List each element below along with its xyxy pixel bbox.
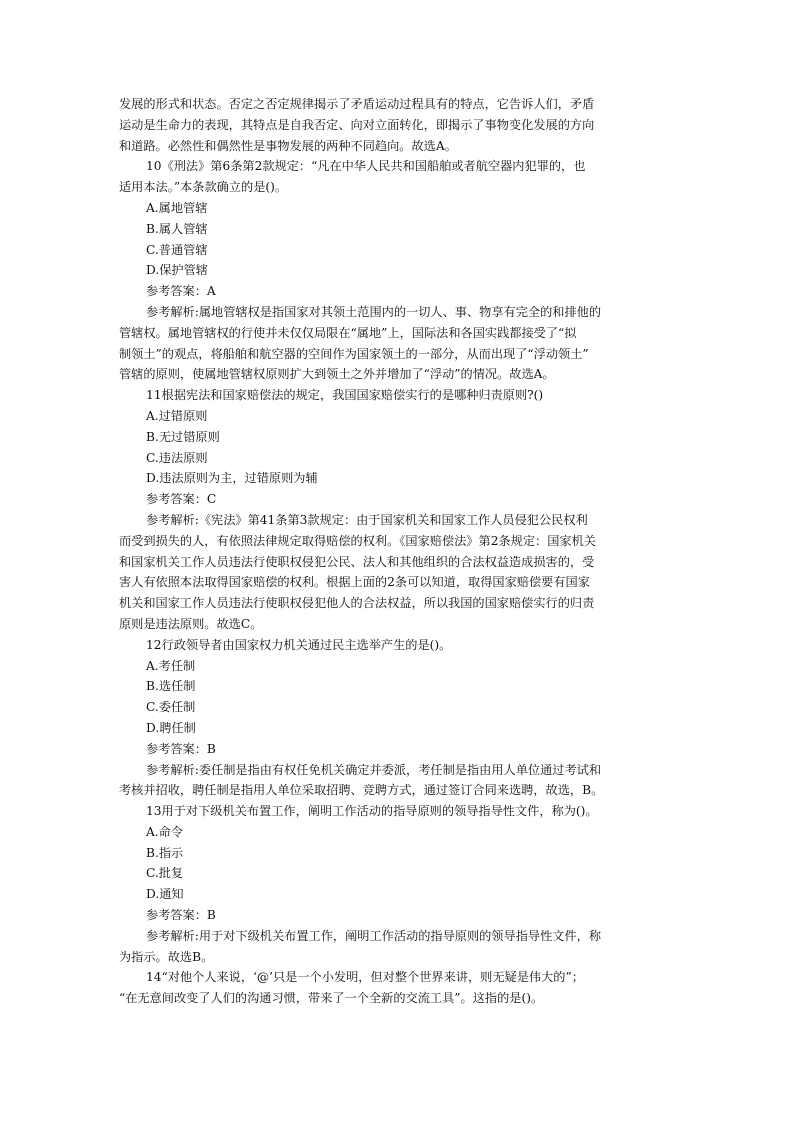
text-line: 管辖的原则，使属地管辖权原则扩大到领土之外并增加了“浮动”的情况。故选A。 — [119, 367, 555, 382]
text-line: B.选任制 — [146, 679, 196, 694]
text-line: 14“对他个人来说，‘@’只是一个小发明，但对整个世界来讲，则无疑是伟大的”； — [146, 970, 584, 985]
text-line: D.违法原则为主，过错原则为辅 — [146, 471, 318, 486]
text-line: B.无过错原则 — [146, 429, 220, 444]
text-line: C.普通管辖 — [146, 242, 208, 257]
text-line: 运动是生命力的表现，其特点是自我否定、向对立面转化，即揭示了事物变化发展的方向 — [119, 117, 595, 132]
text-line: 参考答案：B — [146, 741, 216, 756]
text-line: A.过错原则 — [146, 408, 208, 423]
text-line: 参考答案：B — [146, 908, 216, 923]
text-line: 参考解析:用于对下级机关布置工作，阐明工作活动的指导原则的领导指导性文件，称 — [146, 928, 602, 943]
text-line: 参考解析:《宪法》第41条第3款规定：由于国家机关和国家工作人员侵犯公民权利 — [146, 512, 588, 527]
text-line: D.聘任制 — [146, 720, 196, 735]
text-line: A.命令 — [146, 824, 184, 839]
text-line: 和国家机关工作人员违法行使职权侵犯公民、法人和其他组织的合法权益造成损害的，受 — [119, 554, 595, 569]
text-line: B.属人管辖 — [146, 221, 208, 236]
text-line: D.通知 — [146, 887, 184, 902]
text-line: 11根据宪法和国家赔偿法的规定，我国国家赔偿实行的是哪种归责原则?() — [146, 388, 544, 403]
text-line: D.保护管辖 — [146, 263, 208, 278]
text-line: 原则是违法原则。故选C。 — [119, 616, 263, 631]
text-line: 适用本法。”本条款确立的是()。 — [119, 180, 288, 195]
text-line: 发展的形式和状态。否定之否定规律揭示了矛盾运动过程具有的特点，它告诉人们，矛盾 — [119, 97, 595, 111]
text-line: 考核并招收，聘任制是指用人单位采取招聘、竞聘方式，通过签订合同来选聘，故选，B。 — [119, 783, 604, 798]
text-line: 13用于对下级机关布置工作，阐明工作活动的指导原则的领导指导性文件，称为()。 — [146, 804, 598, 819]
text-line: 参考答案：C — [146, 492, 217, 507]
text-line: “在无意间改变了人们的沟通习惯，带来了一个全新的交流工具”。这指的是()。 — [119, 991, 544, 1006]
text-line: 机关和国家工作人员违法行使职权侵犯他人的合法权益，所以我国的国家赔偿实行的归责 — [119, 596, 595, 611]
text-line: 害人有依照本法取得国家赔偿的权利。根据上面的2条可以知道，取得国家赔偿要有国家 — [119, 575, 590, 590]
text-line: 管辖权。属地管辖权的行使并未仅仅局限在“属地”上，国际法和各国实践都接受了“拟 — [119, 325, 577, 340]
document-body — [119, 94, 675, 1009]
text-line: 10《刑法》第6条第2款规定：“凡在中华人民共和国船舶或者航空器内犯罪的，也 — [146, 159, 586, 174]
text-line: C.委任制 — [146, 700, 196, 715]
text-line: A.属地管辖 — [146, 200, 208, 215]
text-line: C.违法原则 — [146, 450, 208, 465]
text-line: 制领土”的观点，将船舶和航空器的空间作为国家领土的一部分，从而出现了“浮动领土” — [119, 346, 589, 361]
text-line: 和道路。必然性和偶然性是事物发展的两种不同趋向。故选A。 — [119, 138, 457, 153]
text-line: 参考解析:属地管辖权是指国家对其领土范围内的一切人、事、物享有完全的和排他的 — [146, 304, 602, 319]
text-line: 12行政领导者由国家权力机关通过民主选举产生的是()。 — [146, 637, 452, 652]
text-line: 为指示。故选B。 — [119, 949, 214, 964]
text-line: 参考解析:委任制是指由有权任免机关确定并委派，考任制是指由用人单位通过考试和 — [146, 762, 602, 777]
text-line: C.批复 — [146, 866, 184, 881]
text-line: 而受到损失的人，有依照法律规定取得赔偿的权利。《国家赔偿法》第2条规定：国家机关 — [119, 533, 596, 548]
text-line: B.指示 — [146, 845, 184, 860]
text-line: 参考答案：A — [146, 284, 216, 299]
text-line: A.考任制 — [146, 658, 196, 673]
